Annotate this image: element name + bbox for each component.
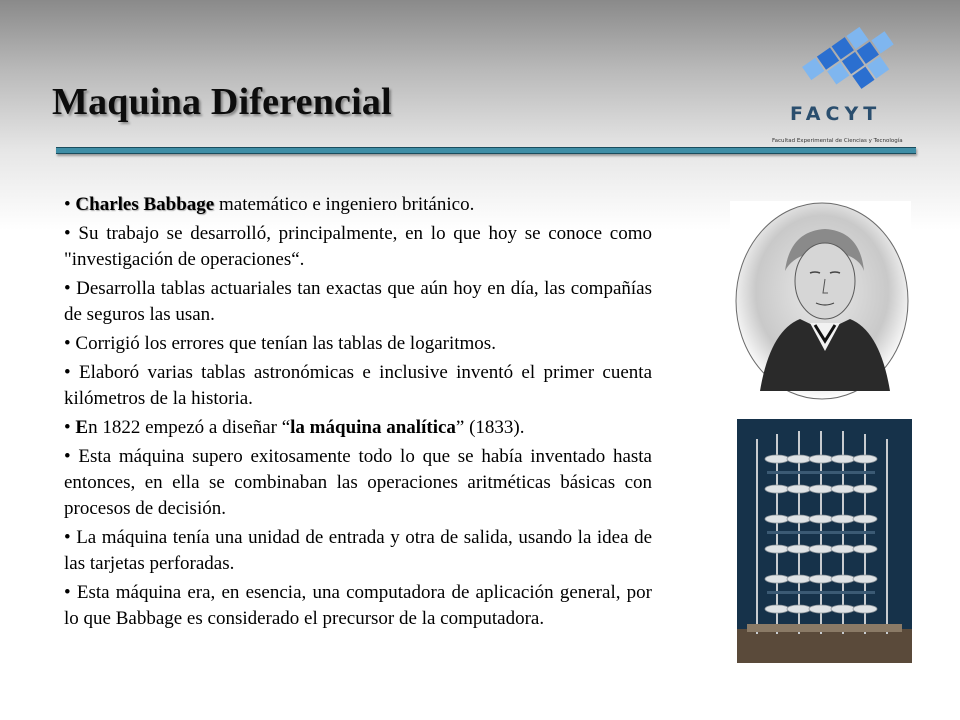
- logo-tagline: Facultad Experimental de Ciencias y Tecnología: [772, 138, 903, 144]
- bold-term: la máquina analítica: [290, 417, 456, 438]
- list-item: • La máquina tenía una unidad de entrada y otra de salida, usando la idea de las tarjetas perforadas.: [64, 527, 653, 574]
- list-item: • Esta máquina era, en esencia, una computadora de aplicación general, por lo que Babbage es considerado el precursor de la computadora.: [64, 582, 652, 629]
- list-item: • Su trabajo se desarrolló, principalmente, en lo que hoy se conoce como "investigación de operaciones“.: [64, 223, 652, 270]
- list-item: • Corrigió los errores que tenían las tablas de logaritmos.: [64, 333, 496, 354]
- difference-engine-image: [737, 419, 912, 663]
- list-item: • Charles Babbage matemático e ingeniero británico.: [64, 194, 475, 215]
- facyt-logo: [762, 20, 942, 155]
- logo-wordmark: FACYT: [790, 103, 882, 125]
- slide-title: Maquina Diferencial: [52, 81, 392, 123]
- bullet-list: [64, 192, 652, 635]
- logo-cubes-icon: [762, 20, 942, 110]
- list-item: • En 1822 empezó a diseñar “la máquina analítica” (1833).: [64, 417, 525, 438]
- babbage-portrait-image: [730, 201, 911, 406]
- list-item: • Esta máquina supero exitosamente todo lo que se había inventado hasta entonces, en ella se combinaban las operaciones aritméticas básicas con procesos de decisión.: [64, 446, 652, 519]
- list-item: • Desarrolla tablas actuariales tan exactas que aún hoy en día, las compañías de seguros las usan.: [64, 278, 653, 325]
- list-item: • Elaboró varias tablas astronómicas e inclusive inventó el primer cuenta kilómetros de la historia.: [64, 362, 653, 409]
- bold-name: Charles Babbage: [75, 194, 215, 215]
